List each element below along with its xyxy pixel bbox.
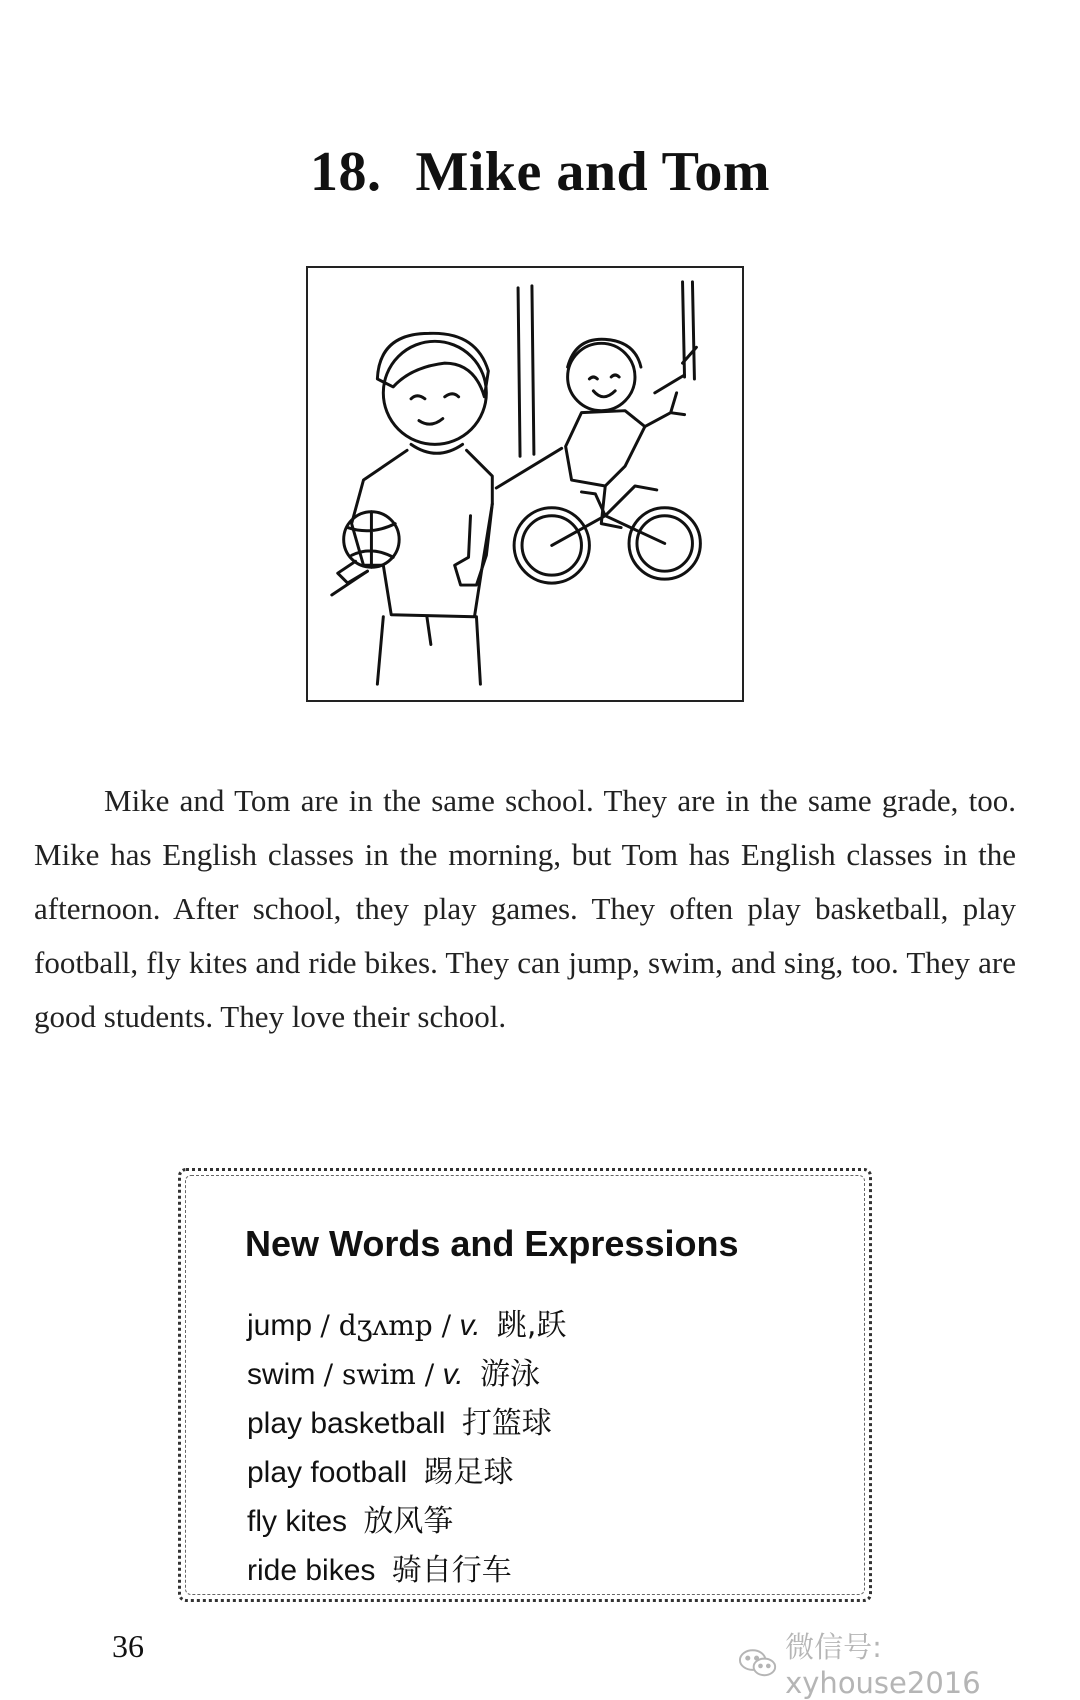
passage-text: Mike and Tom are in the same school. They are in the same grade, too. Mike has English classes in the morning, but Tom has English classes in the afternoon. After school, they play games. They often play basketball, play football, fly kites and ride bikes. They can jump, swim, and sing, too. They are good students. They love their school. bbox=[34, 783, 1016, 1034]
vocabulary-box bbox=[178, 1168, 872, 1602]
vocab-phonetic: / dʒʌmp / bbox=[320, 1309, 452, 1342]
vocab-meaning: 游泳 bbox=[479, 1357, 540, 1392]
vocab-word: jump bbox=[247, 1309, 313, 1342]
vocab-meaning: 放风筝 bbox=[363, 1504, 454, 1539]
vocab-meaning: 踢足球 bbox=[423, 1455, 514, 1490]
lesson-number: 18. bbox=[309, 141, 382, 203]
lesson-title: Mike and Tom bbox=[415, 141, 771, 203]
watermark bbox=[738, 1625, 1080, 1700]
vocab-part-of-speech: v. bbox=[442, 1358, 464, 1391]
wechat-icon bbox=[738, 1648, 777, 1678]
vocabulary-item bbox=[247, 1448, 566, 1497]
vocab-word: fly kites bbox=[247, 1505, 348, 1538]
vocab-word: swim bbox=[247, 1358, 316, 1391]
vocab-meaning: 骑自行车 bbox=[391, 1553, 512, 1588]
vocabulary-list bbox=[247, 1301, 566, 1595]
vocab-phonetic: / swim / bbox=[323, 1358, 435, 1391]
page-number: 36 bbox=[112, 1628, 144, 1664]
vocab-part-of-speech: v. bbox=[459, 1309, 481, 1342]
vocab-word: play basketball bbox=[247, 1407, 446, 1440]
vocab-word: play football bbox=[247, 1456, 408, 1489]
vocabulary-item bbox=[247, 1350, 566, 1399]
vocab-meaning: 打篮球 bbox=[461, 1406, 552, 1441]
vocabulary-item bbox=[247, 1497, 566, 1546]
vocabulary-heading: New Words and Expressions bbox=[245, 1223, 739, 1264]
vocabulary-item bbox=[247, 1546, 566, 1595]
vocabulary-item bbox=[247, 1399, 566, 1448]
vocab-meaning: 跳,跃 bbox=[496, 1308, 567, 1343]
reading-passage bbox=[34, 774, 1016, 1044]
illustration bbox=[306, 266, 744, 702]
vocabulary-item bbox=[247, 1301, 566, 1350]
watermark-text: 微信号: xyhouse2016 bbox=[785, 1630, 981, 1700]
vocab-word: ride bikes bbox=[247, 1554, 376, 1587]
page-title bbox=[0, 140, 1080, 204]
